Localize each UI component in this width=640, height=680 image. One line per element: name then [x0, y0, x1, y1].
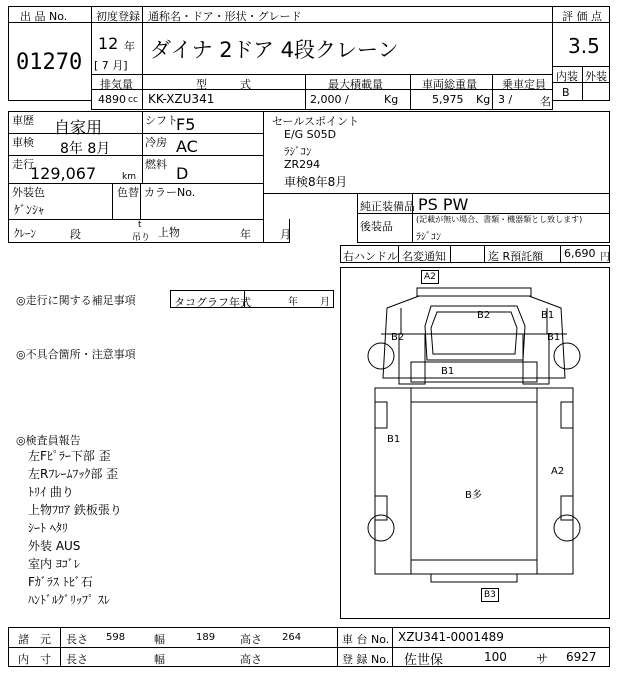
damage-mark: B1	[541, 310, 555, 321]
tacho-label: タコグラフ年式	[174, 296, 251, 309]
model-label: 型 式	[196, 78, 251, 91]
height-value: 264	[282, 632, 302, 643]
damage-mark: A2	[551, 466, 565, 477]
history-label: 車歴	[12, 114, 34, 127]
width-value: 189	[196, 632, 216, 643]
aftermarket: ﾗｼﾞｺﾝ	[416, 232, 441, 243]
gross-weight-unit: Kg	[476, 93, 491, 106]
model-code: KK-XZU341	[148, 92, 215, 106]
sales-point-line: 車検8年8月	[284, 175, 348, 189]
recycle-unit: 円	[600, 252, 610, 263]
inspector-line: ﾊﾝﾄﾞﾙｸﾞﾘｯﾌﾟ ｽﾚ	[28, 593, 110, 607]
rating-value: 3.5	[568, 34, 600, 58]
inspector-line: Fｶﾞﾗｽ ﾄﾋﾞ石	[28, 575, 93, 589]
genuine-label: 純正装備品	[360, 200, 415, 213]
reg-label: 登 録 No.	[342, 653, 390, 666]
sales-point-line: ﾗｼﾞｺﾝ	[284, 145, 312, 158]
inner-height-label: 高さ	[240, 653, 262, 666]
sales-point-label: セールスポイント	[272, 115, 360, 128]
rating-label: 評 価 点	[562, 10, 602, 23]
fuel: D	[176, 164, 189, 183]
inspector-line: 左Fﾋﾟﾗｰ下部 歪	[28, 449, 111, 463]
ac-label: 冷房	[145, 136, 167, 149]
reg-place: 佐世保	[404, 653, 444, 668]
aftermarket-note: (記載が無い場合、書類・機器類とし致します)	[416, 215, 583, 224]
capacity: 3 /	[498, 93, 513, 106]
supplement-label: ◎走行に関する補足事項	[16, 294, 136, 307]
max-load-label: 最大積載量	[328, 78, 383, 91]
damage-mark: B2	[391, 332, 405, 343]
inspector-label: ◎検査員報告	[16, 434, 81, 447]
inner-length-label: 長さ	[66, 653, 88, 666]
first-reg-label: 初度登録	[96, 10, 140, 23]
vehicle-name: ダイナ 2ドア 4段クレーン	[150, 38, 399, 62]
damage-mark: B1	[441, 366, 455, 377]
shift: F5	[176, 115, 196, 134]
defects-label: ◎不具合箇所・注意事項	[16, 348, 136, 361]
upper-label: 上物	[158, 226, 180, 239]
capacity-label: 乗車定員	[502, 78, 546, 91]
mileage-label: 走行	[12, 158, 34, 171]
damage-diagram	[340, 267, 610, 619]
damage-mark: B1	[547, 332, 561, 343]
first-reg-month: [ 7 月]	[94, 59, 128, 72]
fuel-label: 燃料	[145, 158, 167, 171]
gross-weight: 5,975	[432, 93, 464, 106]
inner-label: 内 寸	[18, 653, 51, 666]
right-handle: 右ハンドル	[343, 250, 398, 263]
dims-label: 諸 元	[18, 633, 51, 646]
inspector-line: 上物ﾌﾛｱ 鉄板張り	[28, 503, 122, 517]
name-label: 通称名・ドア・形状・グレード	[148, 10, 302, 23]
length-value: 598	[106, 632, 126, 643]
inner-width-label: 幅	[154, 653, 165, 666]
max-load-unit: Kg	[384, 93, 399, 106]
truck-outline	[341, 268, 609, 618]
damage-mark: B3	[481, 588, 499, 602]
aftermarket-label: 後装品	[360, 220, 393, 233]
interior-grade: B	[562, 86, 570, 99]
shift-label: シフト	[145, 114, 178, 127]
crane-ton-unit: t	[138, 220, 142, 230]
history: 自家用	[54, 118, 103, 137]
interior-label: 内装	[556, 70, 578, 83]
first-reg-year: 12	[98, 34, 119, 53]
genuine-equipment: PS PW	[418, 195, 469, 214]
exhibit-no-label: 出 品 No.	[20, 10, 68, 23]
inspection: 8年 8月	[60, 141, 111, 157]
recycle-amount: 6,690	[564, 247, 596, 260]
recycle-label: 迄 R預託額	[488, 250, 544, 263]
inspector-line: 外装 AUS	[28, 539, 81, 553]
sales-point-line: E/G S05D	[284, 128, 337, 141]
damage-mark: B2	[477, 310, 491, 321]
ext-color-label: 外装色	[12, 186, 45, 199]
displacement-label: 排気量	[100, 78, 133, 91]
mileage-unit: km	[122, 172, 136, 182]
damage-mark: B1	[387, 434, 401, 445]
damage-mark: A2	[421, 270, 439, 284]
mileage: 129,067	[30, 164, 97, 183]
name-change-label: 名変通知	[402, 250, 446, 263]
reg-kana: サ	[536, 652, 549, 666]
reg-number: 6927	[566, 650, 597, 664]
gross-weight-label: 車両総重量	[422, 78, 477, 91]
chassis-label: 車 台 No.	[342, 633, 390, 646]
ext-color: ｹﾞﾝｼｬ	[14, 203, 45, 217]
crane-hang-unit: 吊り	[132, 233, 151, 243]
inspection-label: 車検	[12, 136, 34, 149]
tacho-year-unit: 年	[288, 297, 298, 308]
exhibit-no: 01270	[16, 50, 83, 75]
color-no-label: カラーNo.	[144, 186, 196, 199]
tacho-month-unit: 月	[320, 297, 330, 308]
first-reg-year-unit: 年	[124, 40, 135, 53]
inspector-line: 室内 ﾖｺﾞﾚ	[28, 557, 80, 571]
crane-row	[8, 219, 290, 243]
inspector-line: 左Rﾌﾚｰﾑﾌｯｸ部 歪	[28, 467, 119, 481]
sales-point-line: ZR294	[284, 158, 321, 171]
color-change-label: 色替	[117, 186, 139, 199]
ac: AC	[176, 137, 198, 156]
width-label: 幅	[154, 633, 165, 646]
exterior-label: 外装	[585, 70, 607, 83]
height-label: 高さ	[240, 633, 262, 646]
crane-label: ｸﾚｰﾝ	[14, 227, 36, 240]
reg-class: 100	[484, 650, 507, 664]
crane-stage-unit: 段	[70, 228, 81, 241]
damage-mark: B多	[465, 490, 482, 501]
inspector-line: ﾄﾘｲ 曲り	[28, 485, 74, 499]
displacement: 4890	[98, 93, 126, 106]
upper-year-unit: 年	[240, 228, 251, 241]
max-load: 2,000 /	[310, 93, 349, 106]
upper-month-unit: 月	[280, 228, 291, 241]
length-label: 長さ	[66, 633, 88, 646]
displacement-unit: cc	[128, 95, 138, 105]
inspector-line: ｼｰﾄ ﾍﾀﾘ	[28, 521, 68, 535]
chassis-no: XZU341-0001489	[398, 630, 504, 644]
capacity-unit: 名	[540, 95, 551, 108]
